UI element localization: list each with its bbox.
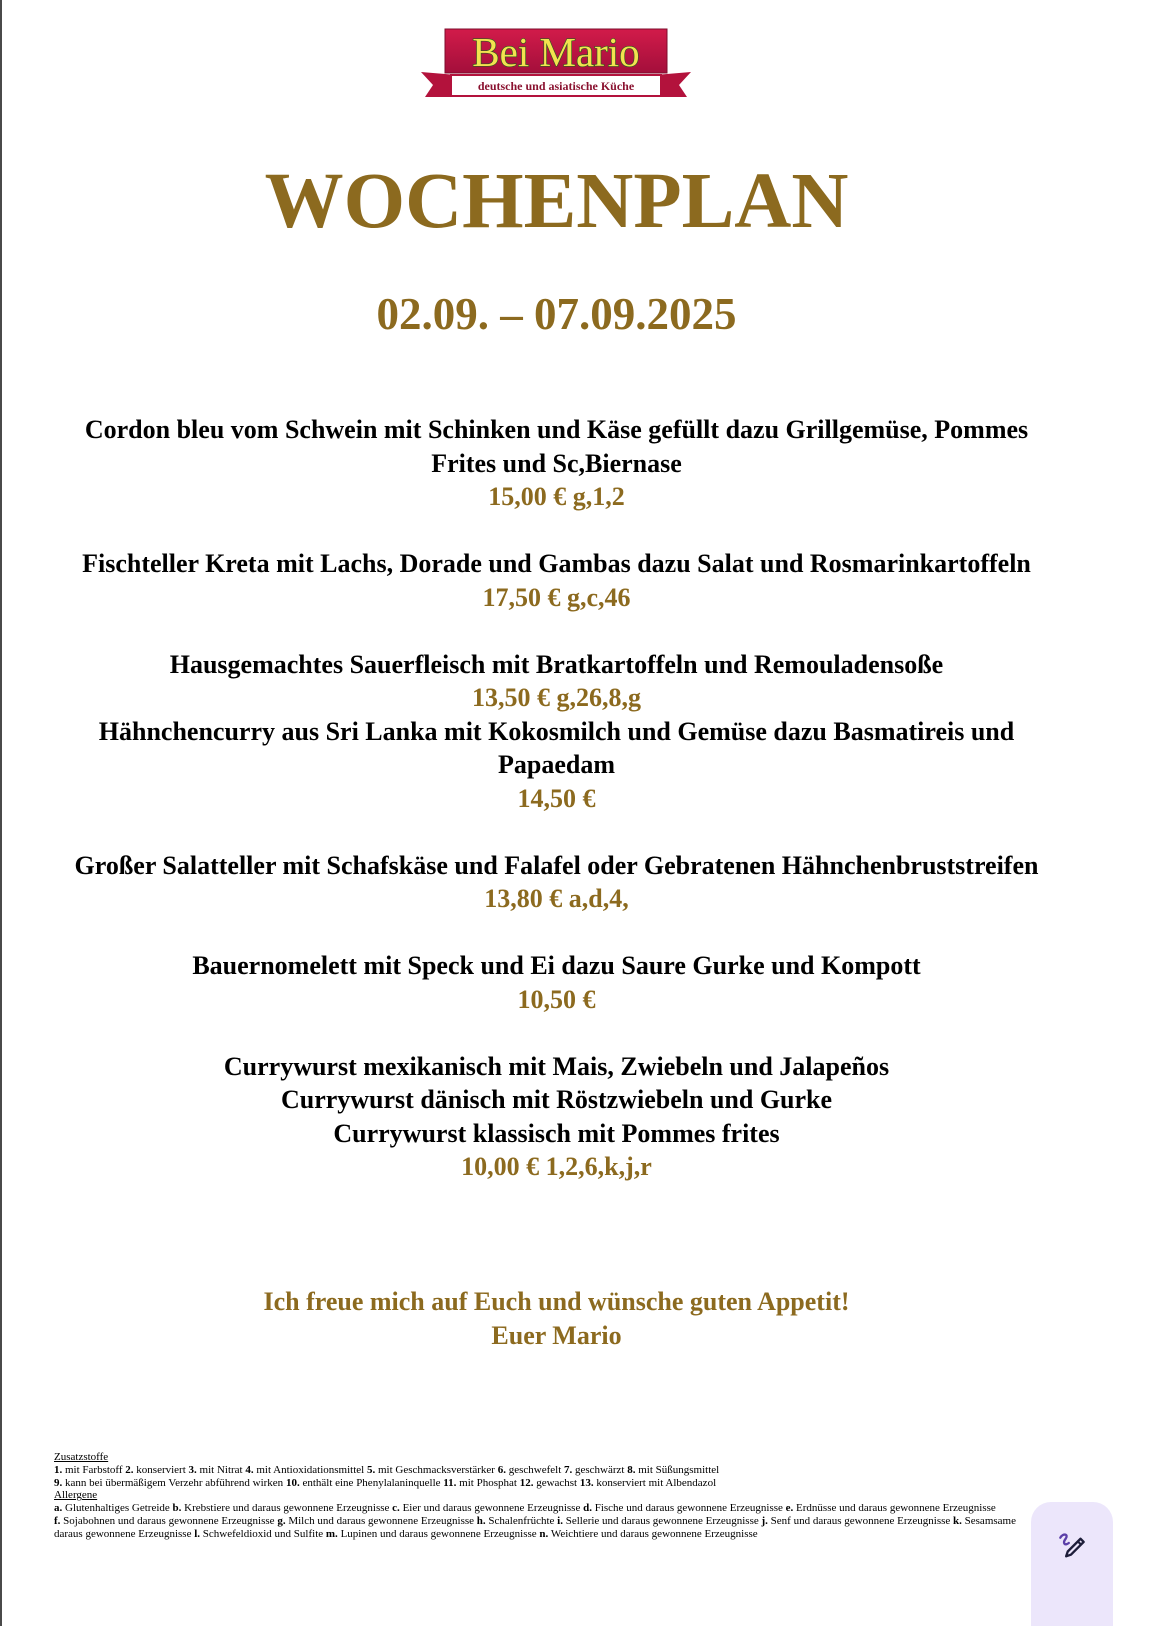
legend-key: k.	[953, 1514, 962, 1527]
dish-name-line: Currywurst dänisch mit Röstzwiebeln und Gurke	[280, 1085, 833, 1114]
legend-text: mit Süßungsmittel	[638, 1463, 720, 1476]
legend-key: 7.	[564, 1463, 573, 1476]
legend-key: i.	[557, 1514, 563, 1527]
dish-price: 10,50 €	[517, 984, 596, 1014]
legend-text: enthält eine Phenylalaninquelle	[302, 1476, 441, 1489]
legend-text: Erdnüsse und daraus gewonnene Erzeugnisse	[796, 1502, 996, 1515]
legend-key: l.	[194, 1527, 201, 1540]
legend-key: 9.	[54, 1476, 63, 1489]
legend-line	[54, 1477, 1099, 1490]
legend-text: Glutenhaltiges Getreide	[65, 1502, 170, 1515]
legend-text: daraus gewonnene Erzeugnisse	[54, 1527, 192, 1540]
legend-text: konserviert mit Albendazol	[596, 1476, 717, 1489]
dish-price: 13,80 € a,d,4,	[484, 884, 629, 913]
dish-price: 17,50 € g,c,46	[482, 582, 631, 612]
legend-key: g.	[277, 1514, 286, 1527]
legend-key: e.	[785, 1502, 794, 1515]
legend-text: Eier und daraus gewonnene Erzeugnisse	[402, 1502, 581, 1515]
legend-text: Sojabohnen und daraus gewonnene Erzeugnisse	[63, 1514, 275, 1527]
legend-key: 12.	[519, 1476, 534, 1489]
closing-signature: Euer Mario	[491, 1320, 622, 1350]
legend-key: 13.	[579, 1476, 594, 1489]
edit-button[interactable]	[1031, 1502, 1113, 1626]
legend-text: konserviert	[136, 1463, 186, 1476]
legend-text: mit Nitrat	[199, 1463, 243, 1476]
legend-text: Milch und daraus gewonnene Erzeugnisse	[288, 1514, 475, 1527]
legend-text: geschwefelt	[508, 1463, 562, 1476]
legend-key: 11.	[443, 1476, 457, 1489]
legend-key: n.	[539, 1527, 549, 1540]
logo-tagline: deutsche und asiatische Küche	[477, 79, 635, 93]
legend-key: 3.	[188, 1463, 197, 1476]
pen-draw-icon	[1055, 1526, 1089, 1560]
legend-text: mit Phosphat	[459, 1476, 517, 1489]
dish-name-line: Cordon bleu vom Schwein mit Schinken und Käse gefüllt dazu Grillgemüse, Pommes	[84, 415, 1029, 444]
dish-name-line: Papaedam	[498, 750, 615, 779]
dish-price: 15,00 € g,1,2	[488, 482, 625, 511]
logo-name: Bei Mario	[472, 29, 640, 75]
legend-text: Schalenfrüchte	[488, 1514, 555, 1527]
page-title: WOCHENPLAN	[264, 158, 849, 245]
legend-text: Sellerie und daraus gewonnene Erzeugnisse	[565, 1514, 759, 1527]
additives-list	[54, 1464, 1099, 1490]
menu-item	[0, 547, 1113, 614]
dish-name-line: Hähnchencurry aus Sri Lanka mit Kokosmilch und Gemüse dazu Basmatireis und	[98, 716, 1015, 746]
allergens-list	[54, 1502, 1099, 1540]
legend-text: Weichtiere und daraus gewonnene Erzeugnisse	[550, 1527, 758, 1540]
dish-price: 13,50 € g,26,8,g	[472, 683, 641, 712]
date-range: 02.09. – 07.09.2025	[376, 289, 737, 339]
legend-key: 2.	[125, 1463, 134, 1476]
dish-name-line: Großer Salatteller mit Schafskäse und Falafel oder Gebratenen Hähnchenbruststreifen	[74, 850, 1039, 880]
legend-key: 4.	[245, 1463, 254, 1476]
dish-name-line: Bauernomelett mit Speck und Ei dazu Saure Gurke und Kompott	[192, 951, 921, 980]
legend-key: 8.	[627, 1463, 636, 1476]
legend-key: f.	[54, 1514, 61, 1527]
legend-key: 10.	[285, 1476, 300, 1489]
legend-key: d.	[583, 1502, 592, 1515]
additives-heading: Zusatzstoffe	[54, 1451, 109, 1463]
legend-text: Krebstiere und daraus gewonnene Erzeugnisse	[184, 1502, 390, 1515]
dish-name-line: Fischteller Kreta mit Lachs, Dorade und Gambas dazu Salat und Rosmarinkartoffeln	[82, 549, 1031, 578]
legend-text: Schwefeldioxid und Sulfite	[202, 1527, 324, 1540]
menu-item	[0, 413, 1113, 514]
legend-key: 6.	[497, 1463, 506, 1476]
legend-line	[54, 1528, 1099, 1541]
legend-text: kann bei übermäßigem Verzehr abführend wirken	[65, 1476, 284, 1489]
legend-line	[54, 1515, 1099, 1528]
legend-key: m.	[325, 1527, 338, 1540]
menu-list	[0, 413, 1113, 1184]
closing-greeting: Ich freue mich auf Euch und wünsche guten Appetit!	[263, 1287, 850, 1316]
legend-text: Senf und daraus gewonnene Erzeugnisse	[770, 1514, 951, 1527]
legend-key: h.	[476, 1514, 486, 1527]
legend-key: j.	[761, 1514, 768, 1527]
closing-message	[0, 1285, 1113, 1352]
menu-item	[0, 849, 1113, 916]
legend-key: 5.	[366, 1463, 376, 1476]
legend-key: a.	[54, 1502, 63, 1515]
dish-name-line: Currywurst klassisch mit Pommes frites	[333, 1118, 780, 1148]
legend-text: mit Farbstoff	[65, 1463, 123, 1476]
dish-name-line: Currywurst mexikanisch mit Mais, Zwiebeln und Jalapeños	[223, 1051, 890, 1081]
legend-line	[54, 1464, 1099, 1477]
legend-footer	[54, 1451, 1099, 1541]
legend-line	[54, 1502, 1099, 1515]
legend-text: Lupinen und daraus gewonnene Erzeugnisse	[340, 1527, 537, 1540]
logo	[421, 27, 691, 99]
dish-name-line: Frites und Sc,Biernase	[431, 448, 682, 478]
menu-item	[0, 949, 1113, 1016]
legend-text: mit Geschmacksverstärker	[377, 1463, 495, 1476]
legend-key: c.	[392, 1502, 400, 1515]
legend-text: gewachst	[536, 1476, 578, 1489]
legend-text: Sesamsame	[964, 1514, 1016, 1527]
legend-text: geschwärzt	[575, 1463, 625, 1476]
allergens-heading: Allergene	[54, 1489, 98, 1502]
legend-text: mit Antioxidationsmittel	[256, 1463, 365, 1476]
dish-name-line: Hausgemachtes Sauerfleisch mit Bratkartoffeln und Remouladensoße	[169, 649, 944, 679]
legend-key: 1.	[54, 1463, 63, 1476]
legend-text: Fische und daraus gewonnene Erzeugnisse	[594, 1502, 783, 1515]
legend-key: b.	[172, 1502, 182, 1515]
menu-item	[0, 648, 1113, 715]
menu-item	[0, 715, 1113, 816]
dish-price: 10,00 € 1,2,6,k,j,r	[461, 1152, 652, 1181]
menu-item	[0, 1050, 1113, 1184]
dish-price: 14,50 €	[517, 783, 596, 813]
